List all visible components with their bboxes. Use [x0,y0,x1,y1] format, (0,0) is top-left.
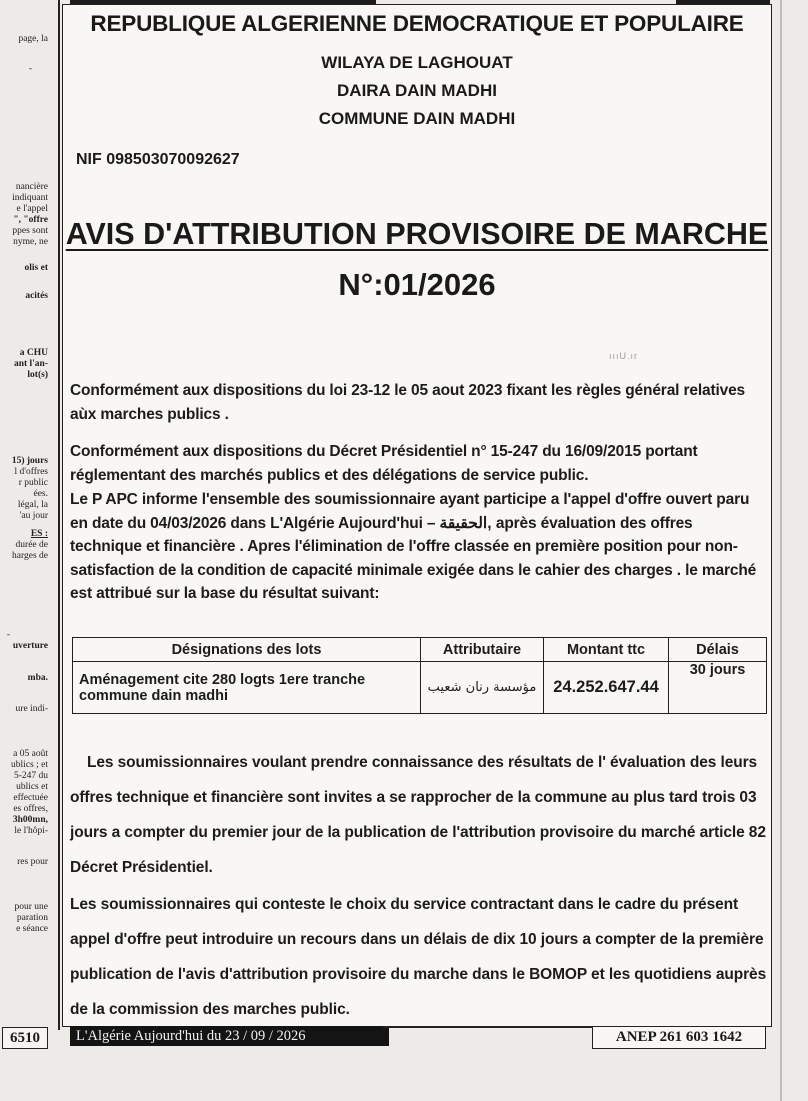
table-row [73,662,767,714]
left-fragment: ", "offre [13,215,48,225]
wilaya-heading: WILAYA DE LAGHOUAT [321,53,513,72]
column-header-lots: Désignations des lots [73,638,421,662]
left-fragment: harges de [12,551,48,561]
left-fragment: res pour [17,857,48,867]
left-fragment: e séance [16,924,48,934]
left-fragment: le l'hôpi- [14,826,48,836]
left-fragment: r public [18,478,48,488]
left-fragment: ublics ; et [11,760,48,770]
faint-stamp: ıııU.ır [609,351,638,361]
left-fragment: acités [25,291,48,301]
left-fragment: ant l'an- [13,359,48,369]
left-fragment: ES : [30,529,48,539]
column-divider [58,0,60,1030]
nif-number: NIF 098503070092627 [76,151,240,168]
results-table [72,637,767,714]
notice-title: AVIS D'ATTRIBUTION PROVISOIRE DE MARCHE [65,217,769,251]
page-edge-rule [780,0,782,1101]
daira-heading: DAIRA DAIN MADHI [337,81,497,100]
left-fragment: durée de [15,540,48,550]
left-fragment: - [6,630,10,640]
column-header-attributaire: Attributaire [421,638,544,662]
left-fragment: a 05 août [13,749,48,759]
column-header-delais: Délais [669,638,767,662]
left-fragment: olis et [24,263,48,273]
page-number: 6510 [2,1027,48,1049]
left-fragment: 3h00mn, [12,815,48,825]
commune-heading: COMMUNE DAIN MADHI [318,109,516,128]
left-fragment: nyme, ne [13,237,48,247]
left-fragment: es offres, [13,804,48,814]
left-fragment: nancière [15,182,48,192]
cell-lot: Aménagement cite 280 logts 1ere tranche commune dain madhi [73,662,421,714]
left-fragment: ppes sont [12,226,48,236]
left-fragment: 'au jour [19,511,48,521]
paragraph-decree: Conformément aux dispositions du Décret Présidentiel n° 15-247 du 16/09/2015 portant réglementant des marchés publics et des délégations de service public. [70,443,698,484]
left-fragment: paration [16,913,48,923]
left-fragment: l d'offres [14,467,48,477]
left-fragment: page, la [18,34,48,44]
paragraph-appeal: Les soumissionnaires qui conteste le choix du service contractant dans le cadre du présent appel d'offre peut introduire un recours dans un délais de dix 10 jours a compter de la première publication de l'avis d'attribution provisoire du marche dans le BOMOP et les quotidiens auprès de la commission des marches public. [70,896,767,1018]
adjacent-notice-column [0,0,54,1030]
left-fragment: ées. [33,489,48,499]
cell-delai: 30 jours [669,662,767,714]
left-fragment: effectuée [13,793,48,803]
left-fragment: - [28,64,32,74]
paragraph-announcement: Le P APC informe l'ensemble des soumissionnaire ayant participe a l'appel d'offre ouvert paru en date du 04/03/2026 dans L'Algérie Aujourd'hui – الحقيقة, après évaluation des offres technique et financière . Apres l'élimination de l'offre classée en première position pour non-satisfaction de la condition de capacité minimale exigée dans le cahier des charges . le marché est attribué sur la base du résultat suivant: [70,491,757,602]
column-header-montant: Montant ttc [544,638,669,662]
left-fragment: lot(s) [27,370,48,380]
notice-number: N°:01/2026 [338,267,496,302]
left-fragment: ublics et [16,782,48,792]
left-fragment: mba. [27,673,48,683]
attribution-notice [62,4,772,1027]
paragraph-law: Conformément aux dispositions du loi 23-12 le 05 aout 2023 fixant les règles général relatives aùx marches publics . [70,382,746,423]
left-fragment: ure indi- [15,704,48,714]
footer-rule [383,1026,592,1028]
left-fragment: uverture [12,641,48,651]
paragraph-consultation: Les soumissionnaires voulant prendre connaissance des résultats de l' évaluation des leurs offres technique et financière sont invites a se rapprocher de la commune au plus tard trois 03 jours a compter du premier jour de la publication de l'attribution provisoire du marché article 82 Décret Présidentiel. [70,754,766,876]
anep-reference: ANEP 261 603 1642 [592,1026,766,1049]
cell-attributaire: مؤسسة رنان شعيب [421,662,544,714]
republic-heading: REPUBLIQUE ALGERIENNE DEMOCRATIQUE ET POPULAIRE [90,11,744,36]
left-fragment: indiquant [12,193,48,203]
left-fragment: légal, la [17,500,48,510]
left-fragment: a CHU [19,348,48,358]
cell-montant: 24.252.647.44 [544,662,669,714]
left-fragment: pour une [14,902,48,912]
newspaper-date-banner: L'Algérie Aujourd'hui du 23 / 09 / 2026 [70,1026,389,1046]
left-fragment: e l'appel [16,204,48,214]
table-header-row [73,638,767,662]
left-fragment: 5-247 du [13,771,48,781]
left-fragment: 15) jours [11,456,48,466]
